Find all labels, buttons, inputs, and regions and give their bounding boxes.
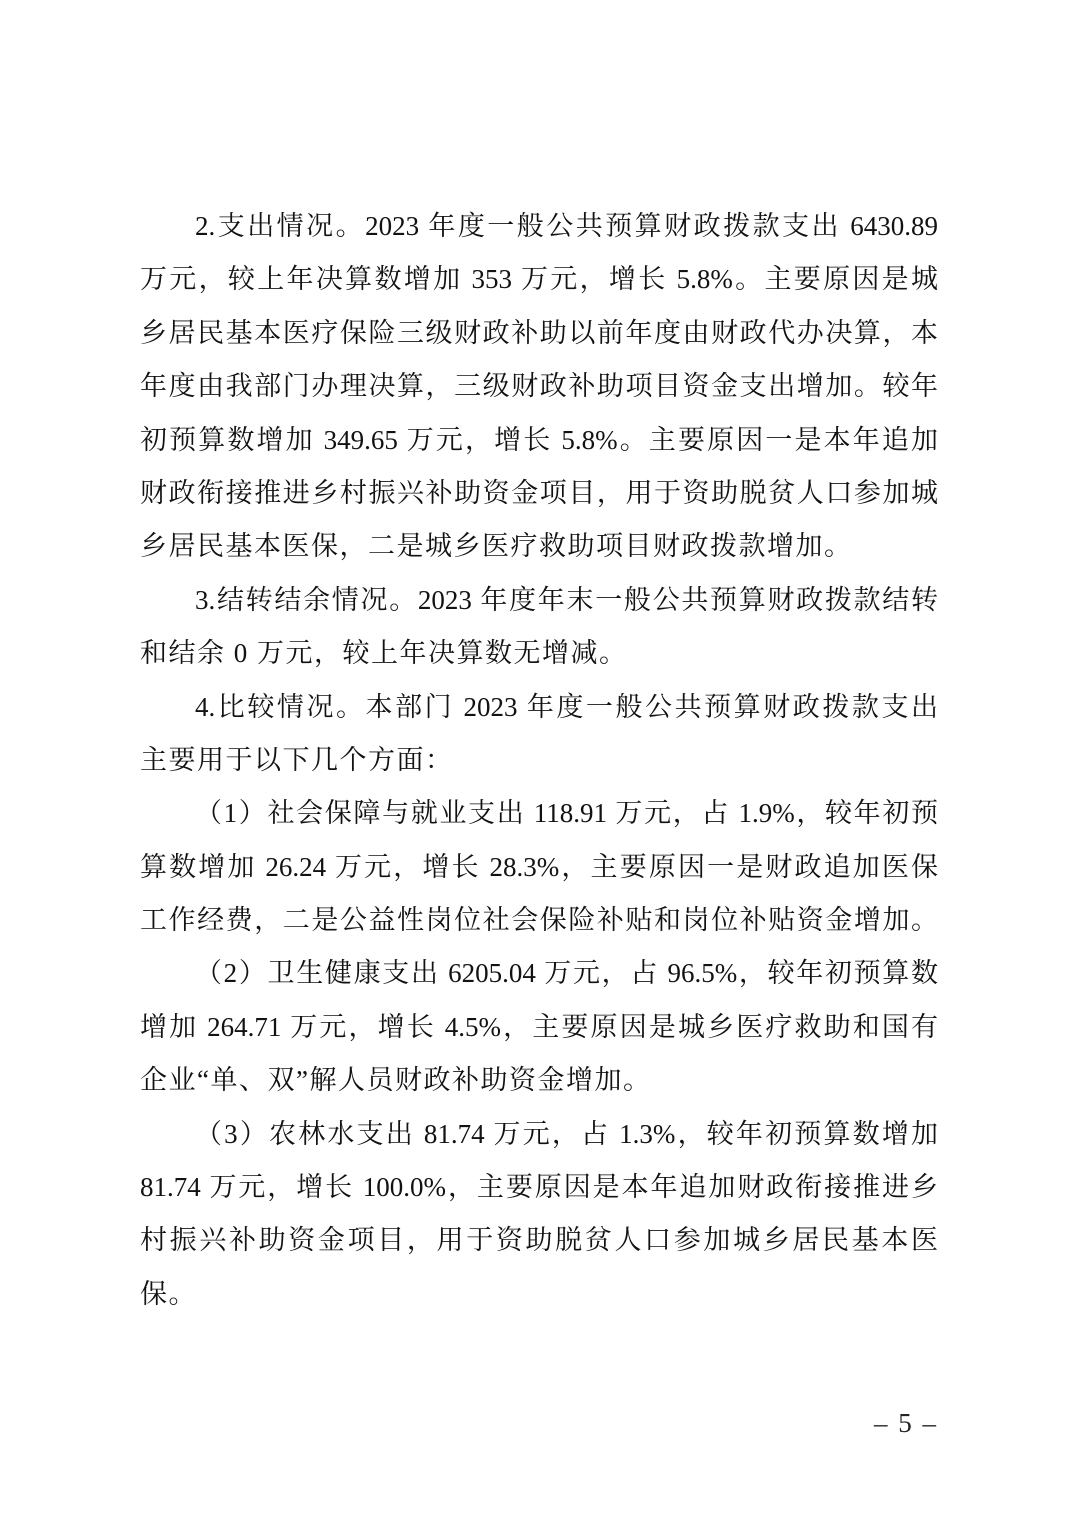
document-line: 年度由我部门办理决算，三级财政补助项目资金支出增加。较年	[140, 371, 938, 402]
document-line: 4.比较情况。本部门 2023 年度一般公共预算财政拨款支出	[195, 691, 938, 722]
document-line: 3.结转结余情况。2023 年度年末一般公共预算财政拨款结转	[195, 584, 938, 615]
document-line: 2.支出情况。2023 年度一般公共预算财政拨款支出 6430.89	[195, 211, 938, 241]
document-line: 村振兴补助资金项目，用于资助脱贫人口参加城乡居民基本医	[140, 1225, 938, 1256]
document-line: （1）社会保障与就业支出 118.91 万元，占 1.9%，较年初预	[195, 798, 938, 829]
document-line: 算数增加 26.24 万元，增长 28.3%，主要原因一是财政追加医保	[140, 851, 938, 882]
document-line: 初预算数增加 349.65 万元，增长 5.8%。主要原因一是本年追加	[140, 424, 938, 455]
document-line: 81.74 万元，增长 100.0%，主要原因是本年追加财政衔接推进乡	[140, 1172, 938, 1203]
document-line: 万元，较上年决算数增加 353 万元，增长 5.8%。主要原因是城	[140, 264, 938, 295]
document-line: （3）农林水支出 81.74 万元，占 1.3%，较年初预算数增加	[195, 1118, 938, 1149]
page-number: – 5 –	[874, 1408, 938, 1438]
document-body	[140, 200, 938, 1321]
document-line: 和结余 0 万元，较上年决算数无增减。	[140, 638, 628, 669]
document-line: 乡居民基本医保，二是城乡医疗救助项目财政拨款增加。	[140, 531, 853, 562]
document-line: 乡居民基本医疗保险三级财政补助以前年度由财政代办决算，本	[140, 317, 938, 348]
document-line: 增加 264.71 万元，增长 4.5%，主要原因是城乡医疗救助和国有	[140, 1011, 938, 1042]
document-line: 保。	[140, 1278, 197, 1309]
document-line: 主要用于以下几个方面：	[140, 744, 454, 775]
document-line: 企业“单、双”解人员财政补助资金增加。	[140, 1065, 652, 1096]
document-line: （2）卫生健康支出 6205.04 万元，占 96.5%，较年初预算数	[195, 958, 938, 989]
document-line: 工作经费，二是公益性岗位社会保险补贴和岗位补贴资金增加。	[140, 905, 938, 936]
document-line: 财政衔接推进乡村振兴补助资金项目，用于资助脱贫人口参加城	[140, 477, 938, 508]
